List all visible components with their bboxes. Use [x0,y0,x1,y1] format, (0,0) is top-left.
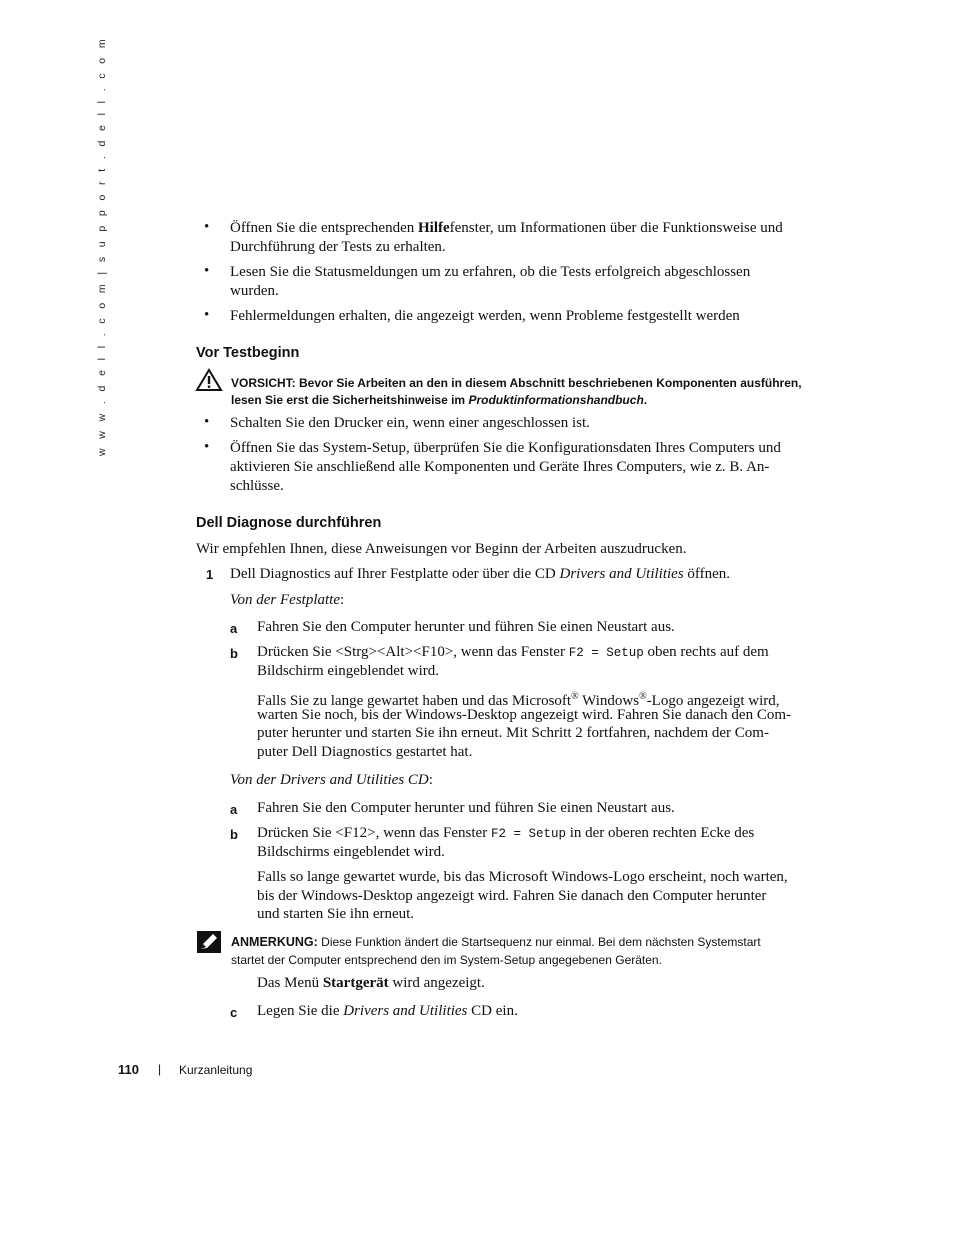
heading-vor-testbeginn: Vor Testbeginn [196,345,300,361]
note-pencil-icon [197,931,221,953]
step1-text: Dell Diagnostics auf Ihrer Festplatte oder über die CD Drivers and Utilities öffnen. [230,566,731,582]
label-from-harddisk: Von der Festplatte: [230,592,345,608]
bullet-marker: • [204,219,210,235]
bullet-marker: • [204,414,210,430]
bullet-setup-line3: schlüsse. [230,478,284,494]
caution-line1: VORSICHT: Bevor Sie Arbeiten an den in diesem Abschnitt beschriebenen Komponenten ausführen, [231,376,802,390]
hd-substep-b-line2: Bildschirm eingeblendet wird. [257,663,440,679]
bullet-setup-line1: Öffnen Sie das System-Setup, überprüfen Sie die Konfigurationsdaten Ihres Computers und [230,440,781,456]
footer-title: Kurzanleitung [179,1063,253,1077]
substep-letter: a [230,802,238,817]
hd-substep-a: Fahren Sie den Computer herunter und führen Sie einen Neustart aus. [257,619,675,635]
hd-para-line2: warten Sie noch, bis der Windows-Desktop angezeigt wird. Fahren Sie danach den Com- [257,707,791,723]
menu-shown-text: Das Menü Startgerät wird angezeigt. [257,975,485,991]
cd-para-line1: Falls so lange gewartet wurde, bis das Microsoft Windows-Logo erscheint, noch warten, [257,869,788,885]
bullet-status-line2: wurden. [230,283,279,299]
cd-para-line2: bis der Windows-Desktop angezeigt wird. Fahren Sie danach den Computer herunter [257,888,767,904]
cd-substep-a: Fahren Sie den Computer herunter und führen Sie einen Neustart aus. [257,800,675,816]
sidebar-url: w w w . d e l l . c o m | s u p p o r t . d e l l . c o m [96,35,108,456]
cd-substep-b-line2: Bildschirms eingeblendet wird. [257,844,445,860]
step-number: 1 [206,567,214,582]
hd-substep-b-line1: Drücken Sie <Strg><Alt><F10>, wenn das Fenster F2 = Setup oben rechts auf dem [257,644,769,660]
label-from-cd: Von der Drivers and Utilities CD: [230,772,433,788]
cd-substep-b-line1: Drücken Sie <F12>, wenn das Fenster F2 = Setup in der oberen rechten Ecke des [257,825,755,841]
bullet-setup-line2: aktivieren Sie anschließend alle Komponenten und Geräte Ihres Computers, wie z. B. An- [230,459,770,475]
cd-para-line3: und starten Sie ihn erneut. [257,906,415,922]
substep-letter: a [230,621,238,636]
bullet-help-line1: Öffnen Sie die entsprechenden Hilfefenster, um Informationen über die Funktionsweise und [230,220,783,236]
substep-letter: c [230,1005,238,1020]
bullet-help-line2: Durchführung der Tests zu erhalten. [230,239,446,255]
footer-separator: | [158,1062,162,1076]
bullet-marker: • [204,307,210,323]
hd-para-line4: puter Dell Diagnostics gestartet hat. [257,744,473,760]
caution-line2: lesen Sie erst die Sicherheitshinweise im Produktinformationshandbuch. [231,393,648,407]
heading-dell-diagnose: Dell Diagnose durchführen [196,515,382,531]
bullet-printer: Schalten Sie den Drucker ein, wenn einer angeschlossen ist. [230,415,590,431]
substep-letter: b [230,827,238,842]
bullet-status-line1: Lesen Sie die Statusmeldungen um zu erfahren, ob die Tests erfolgreich abgeschlossen [230,264,751,280]
note-line2: startet der Computer entsprechend den im System-Setup angegebenen Geräten. [231,953,662,967]
bullet-marker: • [204,439,210,455]
caution-icon [195,368,223,392]
note-line1: ANMERKUNG: Diese Funktion ändert die Startsequenz nur einmal. Bei dem nächsten Systemstart [231,935,761,949]
substep-letter: b [230,646,238,661]
bullet-marker: • [204,263,210,279]
hd-para-line1: Falls Sie zu lange gewartet haben und das Microsoft® Windows®-Logo angezeigt wird, [257,691,780,709]
page-number: 110 [118,1062,139,1077]
substep-c: Legen Sie die Drivers and Utilities CD ein. [257,1003,518,1019]
bullet-errors: Fehlermeldungen erhalten, die angezeigt werden, wenn Probleme festgestellt werden [230,308,740,324]
hd-para-line3: puter herunter und starten Sie ihn erneut. Mit Schritt 2 fortfahren, nachdem der Com- [257,725,769,741]
intro-text: Wir empfehlen Ihnen, diese Anweisungen vor Beginn der Arbeiten auszudrucken. [196,541,687,557]
